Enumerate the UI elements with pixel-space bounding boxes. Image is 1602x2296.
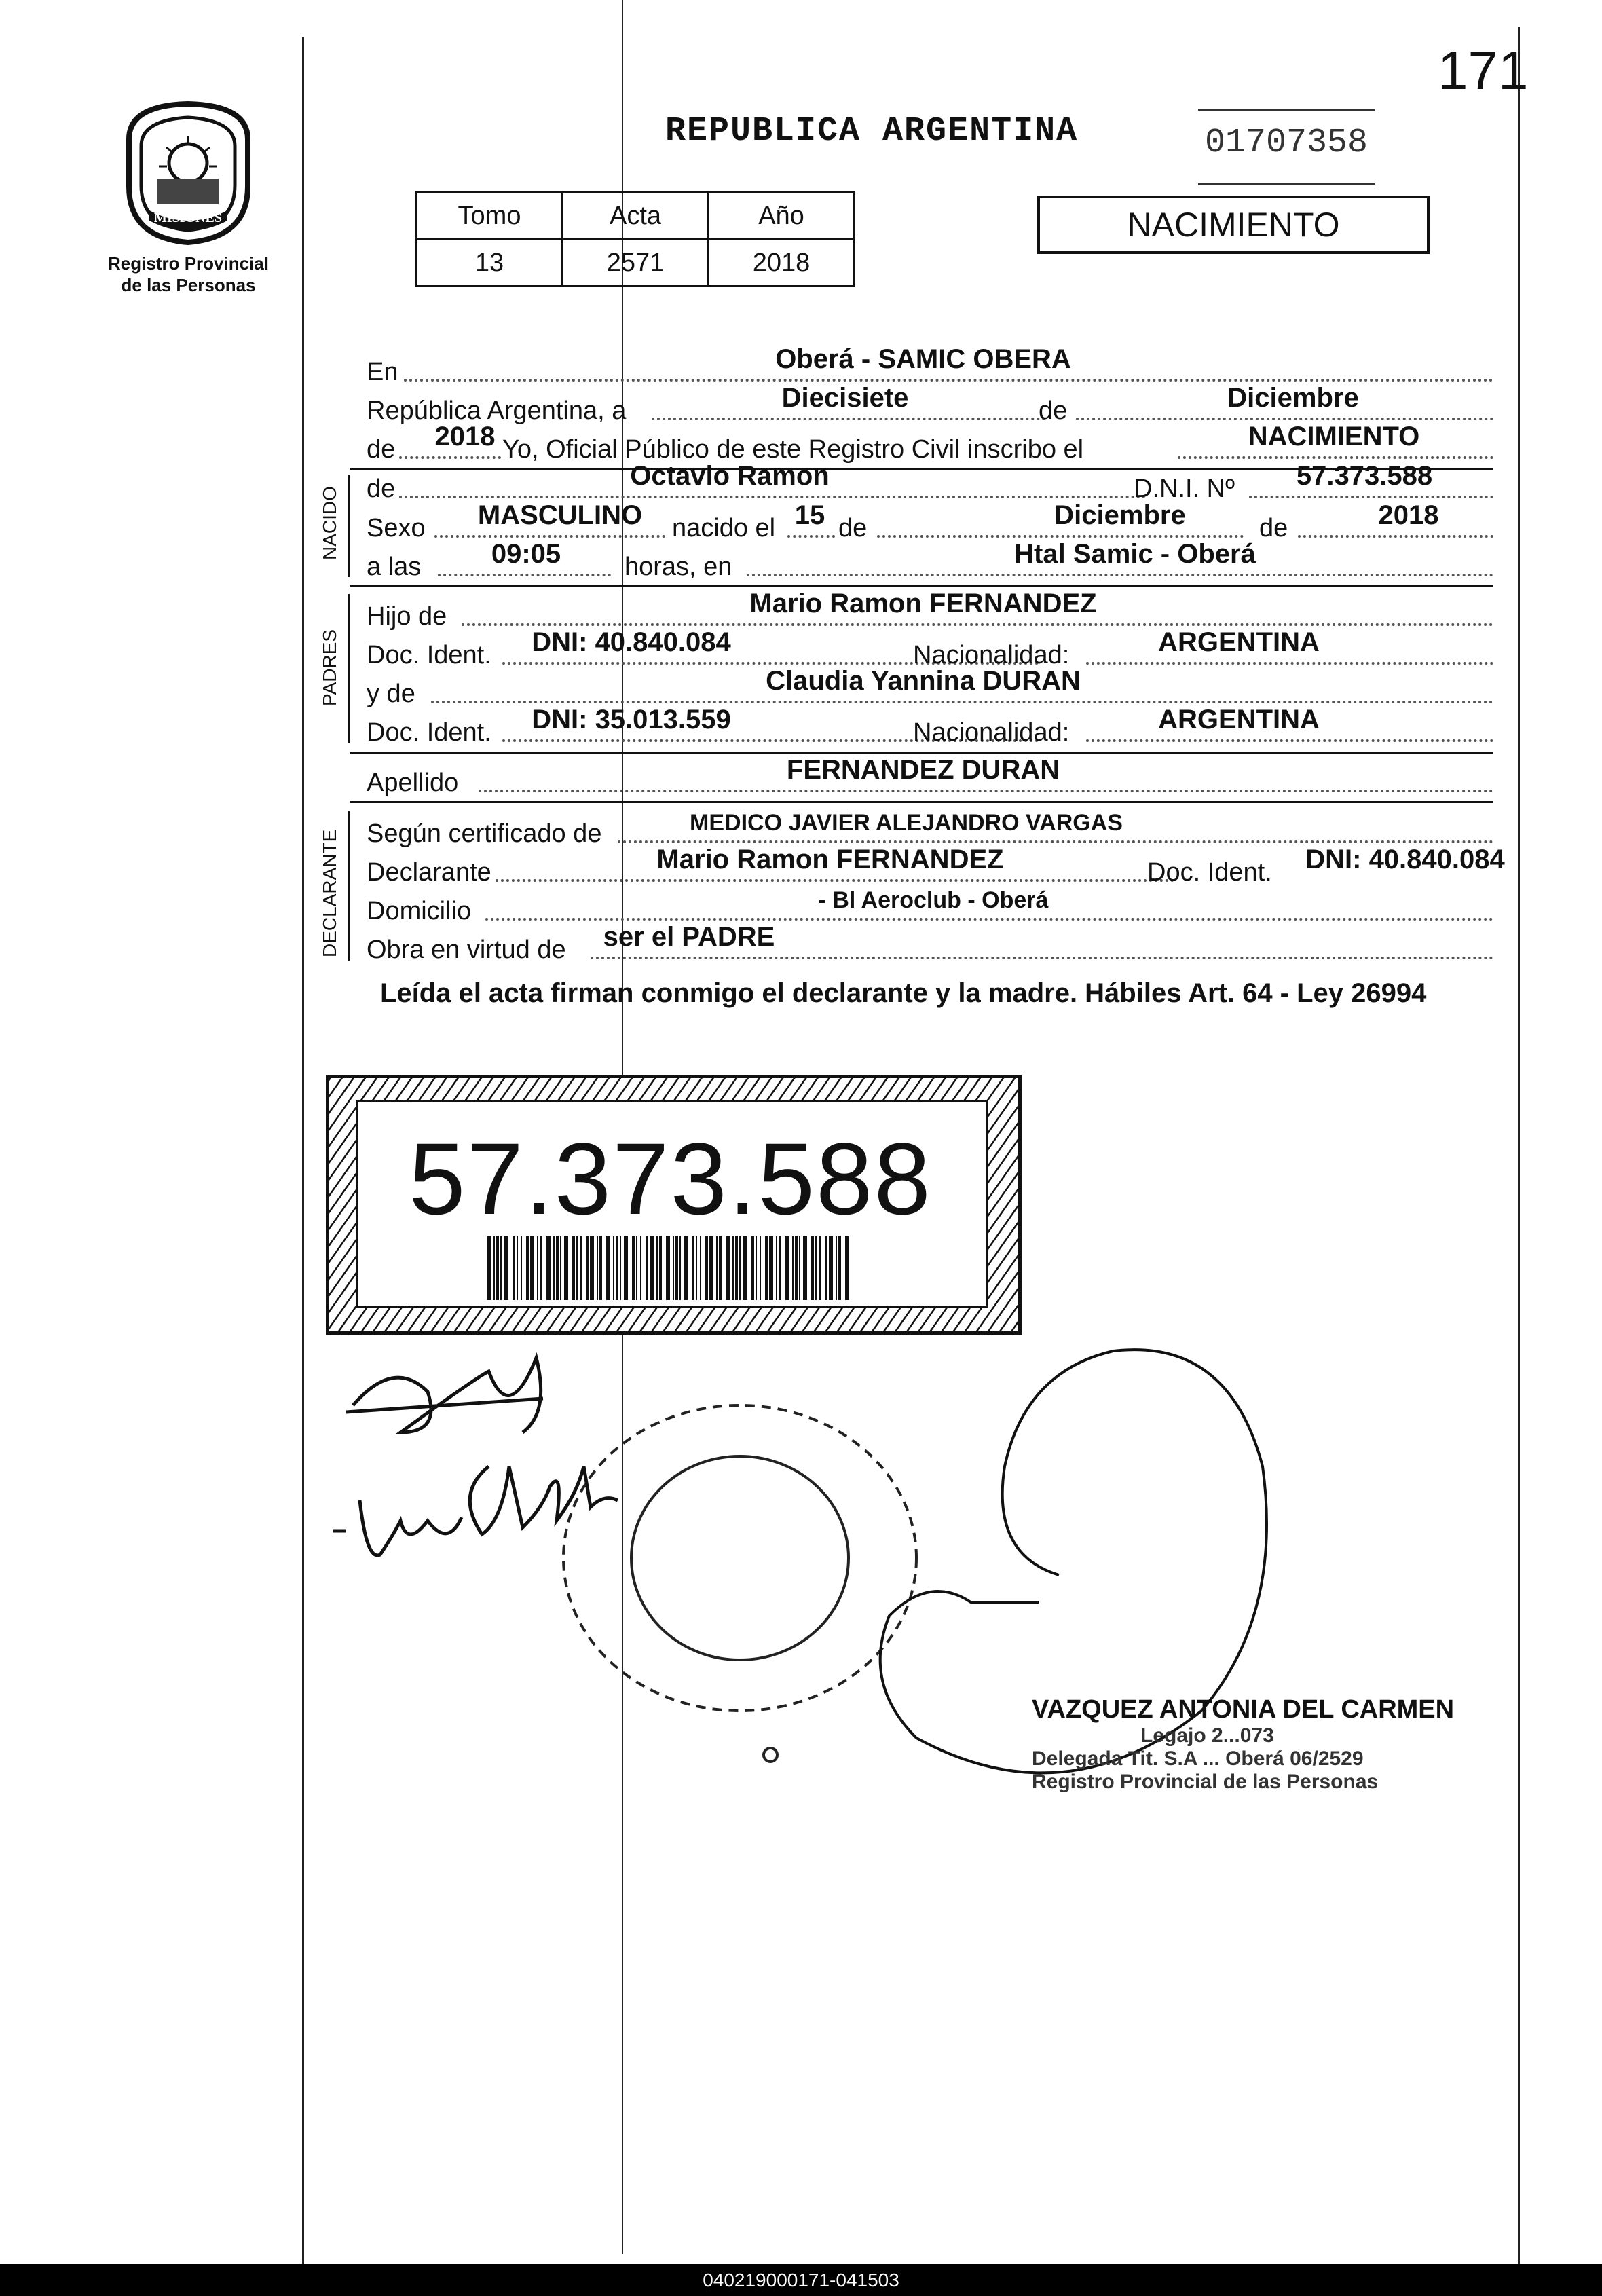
officer-cargo: Delegada Tit. S.A ... Oberá 06/2529 <box>1032 1747 1364 1770</box>
barcode-bar <box>640 1236 641 1300</box>
value-domicilio: - Bl Aeroclub - Oberá <box>818 887 1049 913</box>
label-apellido: Apellido <box>367 769 459 797</box>
barcode-bar <box>590 1236 594 1300</box>
stamp-outer <box>563 1405 916 1711</box>
barcode-bar <box>726 1236 730 1300</box>
officer-legajo: Legajo 2...073 <box>1140 1724 1274 1747</box>
barcode-bar <box>743 1236 747 1300</box>
label-sexo: Sexo <box>367 514 426 542</box>
row-certificado <box>367 808 1493 849</box>
section-label-declarante: DECLARANTE <box>319 829 340 957</box>
label-decl-doc: Doc. Ident. <box>1147 858 1272 887</box>
barcode-bar <box>838 1236 841 1300</box>
misiones-seal-icon <box>115 98 261 248</box>
left-margin-line <box>302 37 304 2264</box>
value-certificado: MEDICO JAVIER ALEJANDRO VARGAS <box>690 810 1123 836</box>
barcode-bar <box>760 1236 761 1300</box>
value-acta: 2571 <box>563 240 709 286</box>
dots <box>399 456 501 459</box>
section-bar-declarante <box>348 811 350 961</box>
value-anio-inscripcion: 2018 <box>434 422 496 451</box>
barcode-icon <box>485 1236 855 1300</box>
barcode-bar <box>624 1236 628 1300</box>
row-hijo-de <box>367 591 1493 631</box>
row-republica <box>367 385 1493 426</box>
label-hijo-de: Hijo de <box>367 602 447 631</box>
barcode-bar <box>650 1236 654 1300</box>
label-de: de <box>1039 396 1068 425</box>
barcode-bar <box>679 1236 681 1300</box>
barcode-bar <box>819 1236 821 1300</box>
value-mes: Diciembre <box>1227 383 1359 413</box>
value-tomo: 13 <box>417 240 563 286</box>
barcode-bar <box>829 1236 833 1300</box>
barcode-bar <box>803 1236 807 1300</box>
value-nombre: Octavio Ramon <box>630 461 830 491</box>
value-obra: ser el PADRE <box>603 922 775 952</box>
label-de-nombre: de <box>367 475 396 503</box>
row-anio <box>367 424 1493 464</box>
serial-number: 01707358 <box>1205 124 1368 162</box>
barcode-bar <box>616 1236 618 1300</box>
dots <box>479 790 1493 792</box>
label-horas-en: horas, en <box>625 553 732 581</box>
value-declarante: Mario Ramon FERNANDEZ <box>656 845 1004 874</box>
label-doc-ident: Doc. Ident. <box>367 641 491 669</box>
svg-text:MISIONES: MISIONES <box>153 210 223 225</box>
dots <box>1086 662 1493 665</box>
value-nac-mes: Diciembre <box>1054 500 1186 530</box>
label-doc-ident: Doc. Ident. <box>367 718 491 747</box>
barcode-bar <box>799 1236 800 1300</box>
label-certificado: Según certificado de <box>367 819 602 848</box>
barcode-bar <box>556 1236 559 1300</box>
value-madre: Claudia Yannina DURAN <box>766 666 1081 696</box>
barcode-bar <box>513 1236 515 1300</box>
dots <box>1298 535 1493 538</box>
dots <box>496 879 1174 882</box>
separator <box>350 585 1493 587</box>
row-sexo <box>367 502 1493 543</box>
dots <box>652 418 1045 420</box>
barcode-bar <box>537 1236 538 1300</box>
dots <box>1178 456 1493 459</box>
value-padre-nacionalidad: ARGENTINA <box>1158 627 1320 657</box>
label-en: En <box>367 358 398 386</box>
header-tomo: Tomo <box>417 193 563 240</box>
row-declarante <box>367 845 1505 887</box>
barcode-bar <box>776 1236 777 1300</box>
barcode-bar <box>700 1236 701 1300</box>
stamp-inner <box>631 1456 849 1660</box>
dots <box>591 957 1493 959</box>
barcode-bar <box>673 1236 674 1300</box>
row-en <box>367 346 1493 387</box>
barcode-bar <box>576 1236 578 1300</box>
officer-registro: Registro Provincial de las Personas <box>1032 1771 1379 1793</box>
registry-label: Registro Provincial de las Personas <box>108 253 269 295</box>
dots <box>431 701 1493 703</box>
barcode-bar <box>646 1236 648 1300</box>
dots <box>618 840 1493 843</box>
barcode-bar <box>526 1236 529 1300</box>
label-dni: D.N.I. Nº <box>1134 475 1235 503</box>
barcode-bar <box>811 1236 814 1300</box>
barcode-bar <box>586 1236 589 1300</box>
barcode-bar <box>815 1236 817 1300</box>
dots <box>1086 739 1493 742</box>
barcode-bar <box>546 1236 551 1300</box>
barcode-bar <box>836 1236 837 1300</box>
value-hora: 09:05 <box>491 539 561 569</box>
barcode-bar <box>719 1236 722 1300</box>
barcode-bar <box>751 1236 754 1300</box>
barcode-bar <box>735 1236 738 1300</box>
barcode-bar <box>656 1236 658 1300</box>
header-anio: Año <box>709 193 855 240</box>
dots <box>399 496 1146 498</box>
section-label-nacido: NACIDO <box>319 486 340 560</box>
right-margin-line <box>1518 27 1520 2267</box>
label-republica: República Argentina, a <box>367 396 627 425</box>
label-y-de: y de <box>367 680 415 708</box>
label-nacionalidad: Nacionalidad: <box>913 641 1070 669</box>
barcode-bar <box>709 1236 713 1300</box>
dots <box>438 574 611 576</box>
barcode-bar <box>636 1236 637 1300</box>
value-lugar-nacimiento: Htal Samic - Oberá <box>1014 539 1256 569</box>
barcode-bar <box>613 1236 614 1300</box>
footer-code: 040219000171-041503 <box>0 2264 1602 2296</box>
barcode-bar <box>580 1236 582 1300</box>
barcode-bar <box>540 1236 542 1300</box>
mother-signature <box>333 1466 618 1555</box>
declarant-signature <box>346 1358 543 1432</box>
row-obra <box>367 924 1493 965</box>
barcode-bar <box>756 1236 757 1300</box>
dots <box>747 574 1493 576</box>
header-acta: Acta <box>563 193 709 240</box>
dots <box>787 535 835 538</box>
value-anio: 2018 <box>709 240 855 286</box>
label-nac-de: de <box>838 514 868 542</box>
barcode-bar <box>666 1236 670 1300</box>
barcode-bar <box>739 1236 741 1300</box>
barcode-bar <box>599 1236 602 1300</box>
barcode-bar <box>765 1236 768 1300</box>
barcode-bar <box>632 1236 635 1300</box>
barcode-bar <box>530 1236 534 1300</box>
barcode-bar <box>825 1236 827 1300</box>
barcode-bar <box>716 1236 718 1300</box>
label-nacionalidad: Nacionalidad: <box>913 718 1070 747</box>
officer-block <box>1032 1695 1454 1794</box>
value-nac-anio: 2018 <box>1378 500 1439 530</box>
separator <box>350 801 1493 803</box>
officer-name: VAZQUEZ ANTONIA DEL CARMEN <box>1032 1695 1455 1724</box>
section-bar-padres <box>348 594 350 743</box>
barcode-bar <box>553 1236 555 1300</box>
label-declarante: Declarante <box>367 858 491 887</box>
barcode-bar <box>845 1236 849 1300</box>
barcode-bar <box>705 1236 708 1300</box>
dots <box>485 918 1493 921</box>
barcode-bar <box>606 1236 610 1300</box>
barcode-bar <box>792 1236 794 1300</box>
barcode-bar <box>785 1236 789 1300</box>
barcode-bar <box>692 1236 694 1300</box>
value-dia: Diecisiete <box>781 383 909 413</box>
closing-text: Leída el acta firman conmigo el declarante y la madre. Hábiles Art. 64 - Ley 26994 <box>380 978 1427 1008</box>
barcode-bar <box>487 1236 491 1300</box>
label-oficial: Yo, Oficial Público de este Registro Civil inscribo el <box>502 435 1084 464</box>
barcode-bar <box>659 1236 662 1300</box>
label-obra: Obra en virtud de <box>367 936 566 964</box>
value-padre: Mario Ramon FERNANDEZ <box>749 589 1097 618</box>
value-decl-doc: DNI: 40.840.084 <box>1305 845 1505 874</box>
value-padre-doc: DNI: 40.840.084 <box>532 627 731 657</box>
dni-number: 57.373.588 <box>409 1122 932 1236</box>
value-lugar-inscripcion: Oberá - SAMIC OBERA <box>775 344 1071 374</box>
dots <box>404 379 1493 382</box>
section-bar-nacido <box>348 475 350 577</box>
dots <box>462 623 1493 626</box>
value-sexo: MASCULINO <box>477 500 643 530</box>
barcode-bar <box>504 1236 508 1300</box>
row-nombre <box>367 463 1493 504</box>
document-title: REPUBLICA ARGENTINA <box>665 112 1079 151</box>
row-hora <box>367 541 1493 582</box>
value-nac-dia: 15 <box>794 500 825 530</box>
serial-line-bottom <box>1198 183 1375 185</box>
value-madre-nacionalidad: ARGENTINA <box>1158 705 1320 735</box>
barcode-bar <box>779 1236 781 1300</box>
row-madre-doc <box>367 707 1493 747</box>
barcode-bar <box>521 1236 522 1300</box>
dots <box>1076 418 1493 420</box>
barcode-bar <box>560 1236 561 1300</box>
label-a-las: a las <box>367 553 422 581</box>
row-domicilio <box>367 885 1493 926</box>
barcode-bar <box>496 1236 499 1300</box>
barcode-bar <box>769 1236 773 1300</box>
separator <box>350 752 1493 754</box>
label-nacido-el: nacido el <box>672 514 776 542</box>
barcode-bar <box>493 1236 495 1300</box>
dots <box>877 535 1244 538</box>
value-apellido: FERNANDEZ DURAN <box>786 755 1060 785</box>
barcode-bar <box>675 1236 678 1300</box>
serial-line-top <box>1198 109 1375 111</box>
barcode-bar <box>517 1236 518 1300</box>
label-de-anio: de <box>367 435 396 464</box>
label-nac-de2: de <box>1259 514 1288 542</box>
barcode-bar <box>564 1236 568 1300</box>
barcode-bar <box>696 1236 697 1300</box>
section-label-padres: PADRES <box>319 629 340 706</box>
value-madre-doc: DNI: 35.013.559 <box>532 705 731 735</box>
barcode-bar <box>732 1236 734 1300</box>
record-type-box: NACIMIENTO <box>1037 196 1430 254</box>
barcode-bar <box>620 1236 621 1300</box>
row-padre-doc <box>367 629 1493 670</box>
barcode-bar <box>795 1236 798 1300</box>
record-table <box>415 191 855 287</box>
barcode-bar <box>597 1236 598 1300</box>
value-dni: 57.373.588 <box>1296 461 1433 491</box>
dots <box>434 535 665 538</box>
value-tipo: NACIMIENTO <box>1248 422 1420 451</box>
label-domicilio: Domicilio <box>367 897 472 925</box>
page-number: 171 <box>1438 40 1529 100</box>
row-y-de <box>367 668 1493 709</box>
row-apellido <box>367 757 1493 798</box>
dots <box>1249 496 1493 498</box>
barcode-bar <box>500 1236 502 1300</box>
barcode-bar <box>684 1236 688 1300</box>
barcode-bar <box>572 1236 575 1300</box>
